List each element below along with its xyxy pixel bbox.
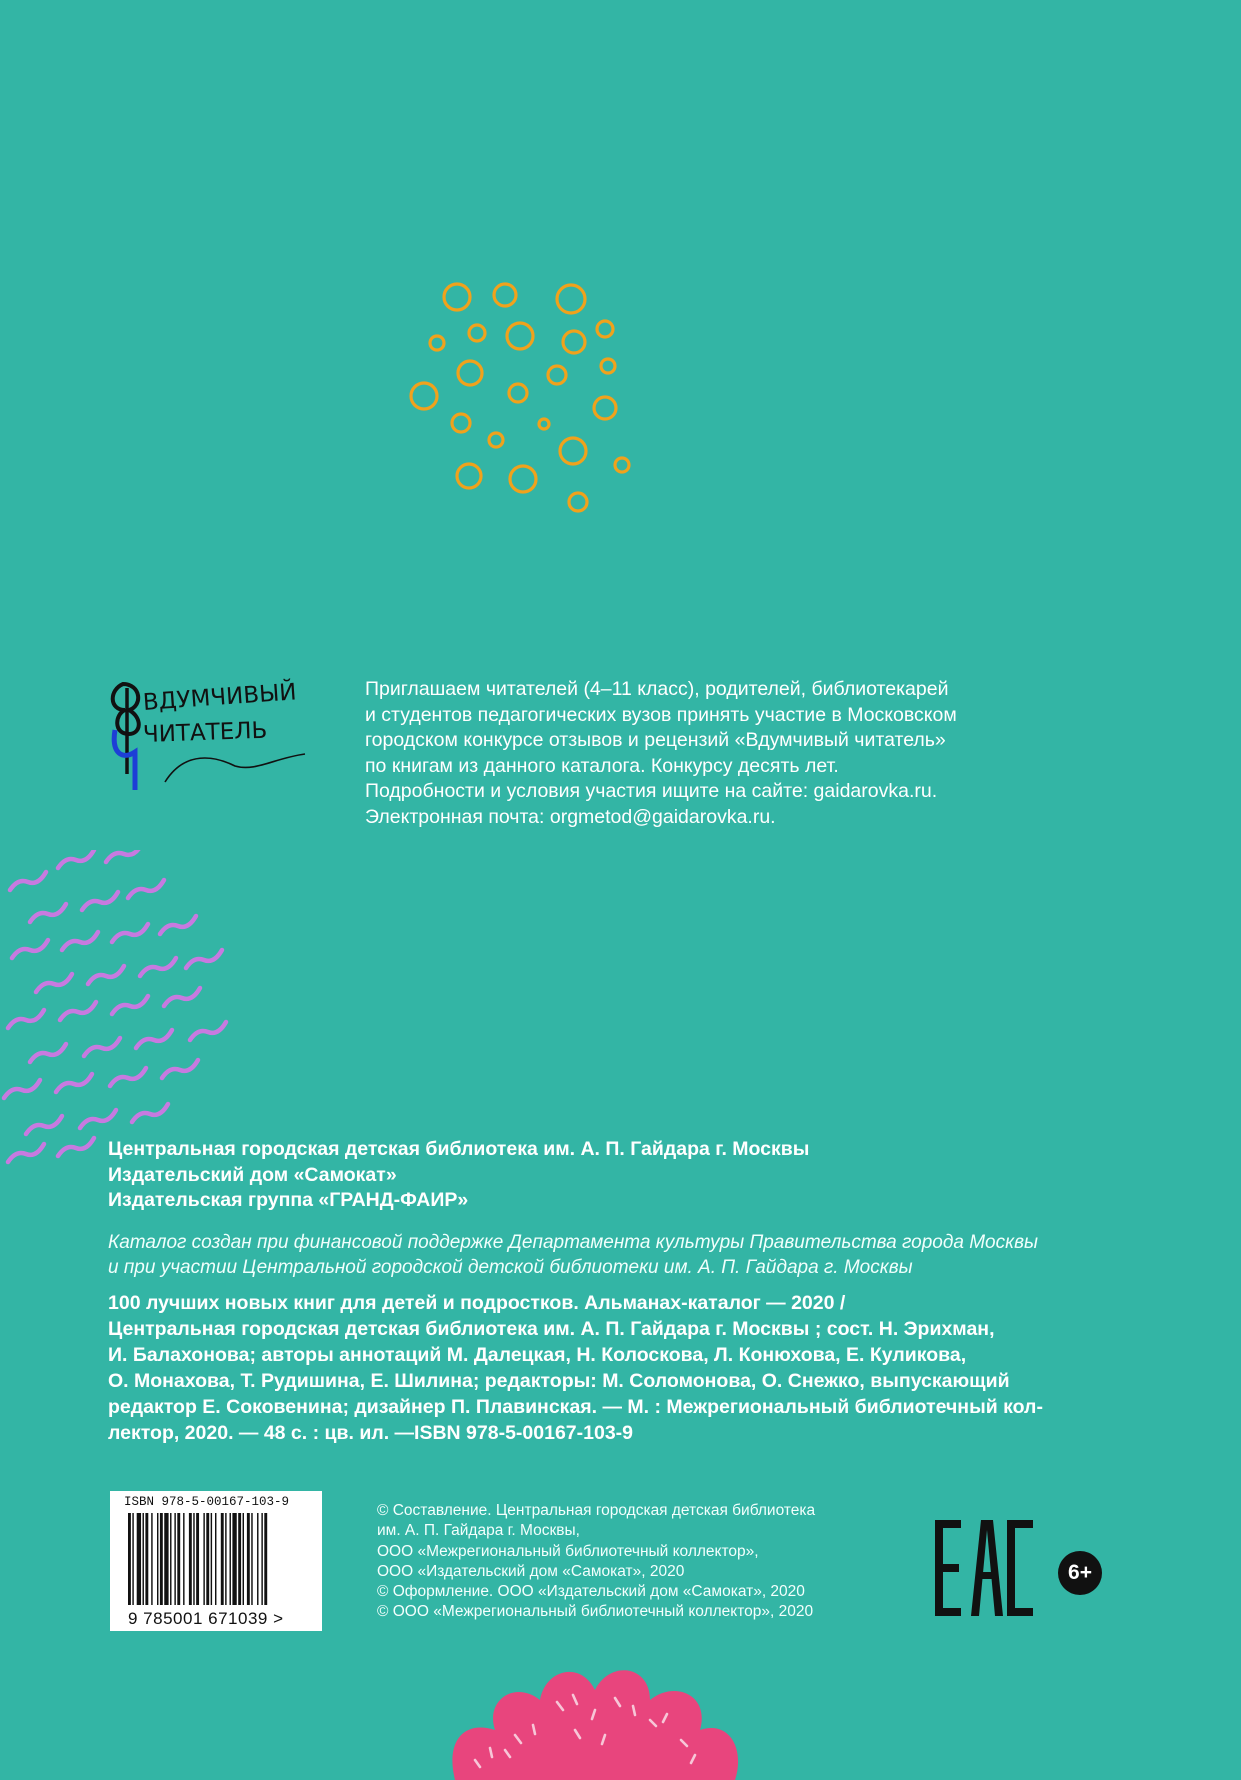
barcode-bar xyxy=(251,1513,252,1605)
isbn-label: ISBN 978-5-00167-103-9 xyxy=(124,1495,290,1509)
funding-line: и при участии Центральной городской детской библиотеки им. А. П. Гайдара г. Москвы xyxy=(108,1257,913,1278)
invite-line: по книгам из данного каталога. Конкурсу десять лет. xyxy=(365,754,839,777)
barcode-bar xyxy=(189,1513,192,1605)
biblio-line: 100 лучших новых книг для детей и подростков. Альманах-каталог — 2020 / xyxy=(108,1292,846,1314)
biblio-line: Центральная городская детская библиотека им. А. П. Гайдара г. Москвы ; сост. Н. Эрихман, xyxy=(108,1318,995,1340)
biblio-line: И. Балахонова; авторы аннотаций М. Далецкая, Н. Колоскова, Л. Конюхова, Е. Куликова, xyxy=(108,1344,967,1366)
biblio-line: лектор, 2020. — 48 с. : цв. ил. —ISBN 978-5-00167-103-9 xyxy=(108,1422,634,1444)
barcode-bar xyxy=(132,1513,133,1605)
invite-line: городском конкурсе отзывов и рецензий «Вдумчивый читатель» xyxy=(365,729,946,751)
biblio-line: О. Монахова, Т. Рудишина, Е. Шилина; редакторы: М. Соломонова, О. Снежко, выпускающий xyxy=(108,1370,1010,1392)
bibliographic-record xyxy=(108,1290,1208,1446)
copyright-line: ООО «Издательский дом «Самокат», 2020 xyxy=(377,1562,685,1580)
decorative-squiggles xyxy=(0,850,245,1170)
copyright-line: им. А. П. Гайдара г. Москвы, xyxy=(377,1522,580,1540)
barcode-bar xyxy=(247,1513,250,1605)
eac-mark-icon xyxy=(935,1520,1035,1616)
barcode-bar xyxy=(243,1513,244,1605)
biblio-line: редактор Е. Соковенина; дизайнер П. Плавинская. — М. : Межрегиональный библиотечный кол- xyxy=(108,1396,1043,1418)
logo-text-line1: ВДУМЧИВЫЙ xyxy=(142,679,298,716)
barcode-bar xyxy=(225,1513,226,1605)
barcode-bar xyxy=(143,1513,144,1605)
age-rating-badge: 6+ xyxy=(1058,1551,1102,1595)
barcode-bar xyxy=(170,1513,171,1605)
decorative-circles xyxy=(395,270,655,520)
barcode-bar xyxy=(196,1513,199,1605)
invite-line: и студентов педагогических вузов принять участие в Московском xyxy=(365,703,957,726)
copyright-line: © Составление. Центральная городская детская библиотека xyxy=(377,1502,816,1519)
publisher-line: Издательский дом «Самокат» xyxy=(108,1163,397,1186)
publisher-line: Издательская группа «ГРАНД-ФАИР» xyxy=(108,1189,469,1211)
barcode-bar xyxy=(203,1513,204,1605)
contest-invitation xyxy=(365,677,1125,830)
barcode-bar xyxy=(206,1513,209,1605)
barcode-bar xyxy=(257,1513,258,1605)
copyright-line: ООО «Межрегиональный библиотечный коллектор», xyxy=(377,1542,759,1560)
barcode-bar xyxy=(238,1513,241,1605)
invite-line: Электронная почта: orgmetod@gaidarovka.ru. xyxy=(365,805,776,828)
copyright-block xyxy=(377,1501,897,1623)
copyright-line: © Оформление. ООО «Издательский дом «Самокат», 2020 xyxy=(377,1583,805,1601)
barcode-bar xyxy=(193,1513,194,1605)
barcode-bar xyxy=(230,1513,231,1605)
barcode-bar xyxy=(264,1513,267,1605)
publisher-line: Центральная городская детская библиотека им. А. П. Гайдара г. Москвы xyxy=(108,1138,810,1160)
isbn-barcode xyxy=(110,1491,322,1631)
invite-line: Приглашаем читателей (4–11 класс), родителей, библиотекарей xyxy=(365,678,949,700)
barcode-bar xyxy=(145,1513,148,1605)
copyright-line: © ООО «Межрегиональный библиотечный коллектор», 2020 xyxy=(377,1603,814,1621)
barcode-bar xyxy=(128,1513,131,1605)
invite-line: Подробности и условия участия ищите на сайте: gaidarovka.ru. xyxy=(365,780,938,802)
barcode-bar xyxy=(164,1513,168,1605)
barcode-bar xyxy=(221,1513,224,1605)
funding-note xyxy=(108,1230,1188,1280)
publishers-list xyxy=(108,1137,1108,1214)
funding-line: Каталог создан при финансовой поддержке Департамента культуры Правительства города Москвы xyxy=(108,1232,1038,1253)
barcode-bar xyxy=(211,1513,212,1605)
barcode-bar xyxy=(157,1513,158,1605)
barcode-bar xyxy=(174,1513,175,1605)
barcode-bar xyxy=(137,1513,141,1605)
barcode-bar xyxy=(232,1513,236,1605)
barcode-bar xyxy=(261,1513,262,1605)
barcode-bars-icon xyxy=(120,1513,312,1609)
decorative-flower xyxy=(445,1620,745,1780)
barcode-bar xyxy=(215,1513,216,1605)
isbn-digits: 9 785001 671039 > xyxy=(128,1609,284,1628)
barcode-bar xyxy=(183,1513,184,1605)
barcode-bar xyxy=(177,1513,180,1605)
barcode-bar xyxy=(151,1513,152,1605)
barcode-bar xyxy=(160,1513,163,1605)
logo-text-line2: ЧИТАТЕЛЬ xyxy=(142,717,268,748)
